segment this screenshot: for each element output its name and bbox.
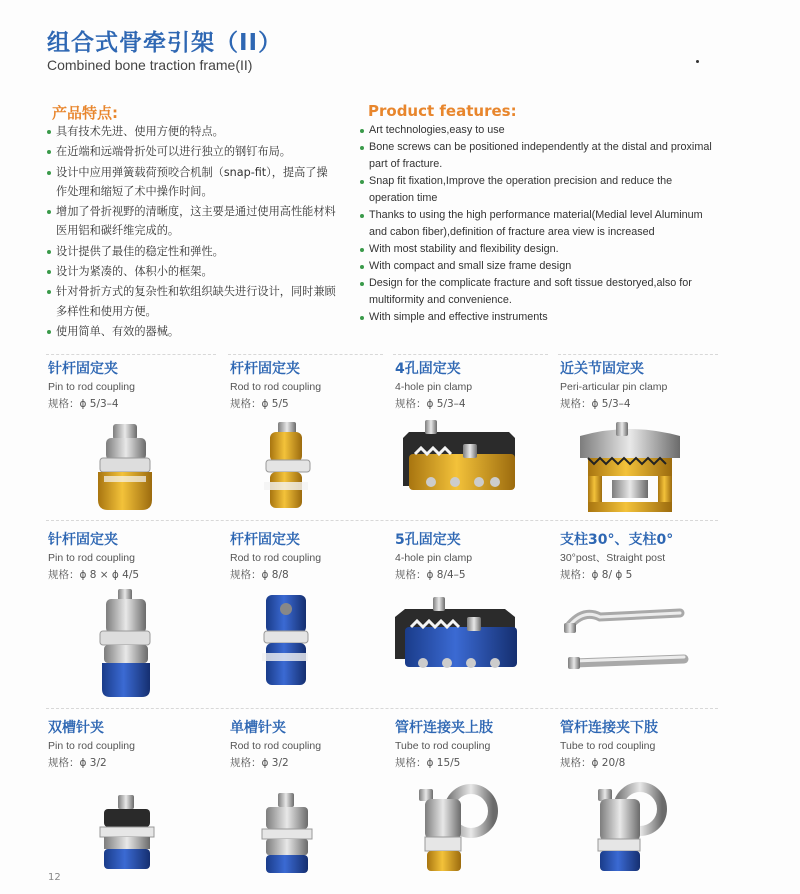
product-card	[560, 360, 720, 535]
product-card	[560, 719, 720, 894]
blue-coupling-image	[48, 587, 208, 705]
single-groove-clamp-image	[230, 775, 390, 893]
feature-cn-item: 设计提供了最佳的稳定性和弹性。	[46, 242, 336, 261]
feature-cn-item: 针对骨折方式的复杂性和软组织缺失进行设计，同时兼顾多样性和使用方便。	[46, 282, 336, 321]
product-spec: 规格：ϕ 3/2	[48, 757, 107, 769]
product-name-en: 30°post、Straight post	[560, 552, 666, 564]
product-name-cn: 双槽针夹	[48, 720, 104, 736]
product-name-cn: 4孔固定夹	[395, 361, 461, 377]
feature-cn-item: 设计为紧凑的、体积小的框架。	[46, 262, 336, 281]
product-card	[560, 531, 720, 706]
feature-en-item: With most stability and flexibility design.	[359, 241, 714, 258]
features-cn-list	[46, 122, 336, 342]
product-name-en: Pin to rod coupling	[48, 381, 135, 393]
product-card	[230, 531, 390, 706]
feature-en-item: Art technologies,easy to use	[359, 122, 714, 139]
feature-en-item: Bone screws can be positioned independently at the distal and proximal part of fracture.	[359, 139, 714, 173]
page-number: 12	[48, 872, 61, 883]
product-card	[395, 719, 555, 894]
product-card	[230, 360, 390, 535]
gold-pin-clamp-image	[395, 416, 555, 534]
product-card	[230, 719, 390, 894]
product-spec: 规格：ϕ 15/5	[395, 757, 461, 769]
separator	[558, 354, 718, 355]
product-name-en: Rod to rod coupling	[230, 381, 322, 393]
feature-en-item: With simple and effective instruments	[359, 309, 714, 326]
product-spec: 规格：ϕ 8/4–5	[395, 569, 466, 581]
product-card	[395, 531, 555, 706]
product-name-en: Pin to rod coupling	[48, 552, 135, 564]
product-name-cn: 单槽针夹	[230, 720, 286, 736]
separator	[228, 354, 383, 355]
product-card	[395, 360, 555, 535]
blue-pin-clamp-image	[395, 587, 555, 705]
product-name-en: 4-hole pin clamp	[395, 381, 473, 393]
feature-en-item: Thanks to using the high performance material(Medial level Aluminum and cabon fiber),definition of fracture area view is increased	[359, 207, 714, 241]
product-name-cn: 5孔固定夹	[395, 532, 461, 548]
upper-limb-tube-clamp-image	[395, 775, 555, 893]
page-title-en: Combined bone traction frame(II)	[47, 57, 253, 73]
product-spec: 规格：ϕ 3/2	[230, 757, 289, 769]
page-title-cn: 组合式骨牵引架（II）	[47, 30, 283, 56]
gold-rod-coupling-image	[230, 416, 390, 534]
product-name-cn: 近关节固定夹	[560, 361, 644, 377]
product-name-cn: 杆杆固定夹	[230, 532, 300, 548]
feature-en-item: Design for the complicate fracture and soft tissue destoryed,also for multiformity and convenience.	[359, 275, 714, 309]
support-posts-image	[560, 587, 720, 705]
product-card	[48, 719, 208, 894]
product-name-en: Rod to rod coupling	[230, 552, 322, 564]
feature-cn-item: 设计中应用弹簧载荷预咬合机制（snap-fit），提高了操作处理和缩短了术中操作时间。	[46, 163, 336, 202]
features-en-list	[359, 122, 714, 326]
product-name-en: 4-hole pin clamp	[395, 552, 473, 564]
product-spec: 规格：ϕ 5/3–4	[48, 398, 119, 410]
feature-cn-item: 使用简单、有效的器械。	[46, 322, 336, 341]
product-spec: 规格：ϕ 8/ ϕ 5	[560, 569, 633, 581]
product-card	[48, 360, 208, 535]
print-speck	[696, 60, 699, 63]
product-spec: 规格：ϕ 5/3–4	[560, 398, 631, 410]
gold-coupling-image	[48, 416, 208, 534]
lower-limb-tube-clamp-image	[560, 775, 720, 893]
feature-en-item: Snap fit fixation,Improve the operation precision and reduce the operation time	[359, 173, 714, 207]
double-groove-clamp-image	[48, 775, 208, 893]
separator	[393, 354, 548, 355]
feature-en-item: With compact and small size frame design	[359, 258, 714, 275]
product-name-en: Peri-articular pin clamp	[560, 381, 668, 393]
product-name-en: Tube to rod coupling	[395, 740, 491, 752]
product-name-cn: 杆杆固定夹	[230, 361, 300, 377]
separator	[46, 708, 718, 709]
product-name-en: Tube to rod coupling	[560, 740, 656, 752]
product-name-cn: 管杆连接夹下肢	[560, 720, 658, 736]
features-cn-heading: 产品特点:	[52, 104, 118, 122]
product-spec: 规格：ϕ 20/8	[560, 757, 626, 769]
product-name-cn: 管杆连接夹上肢	[395, 720, 493, 736]
product-name-en: Pin to rod coupling	[48, 740, 135, 752]
product-name-cn: 针杆固定夹	[48, 532, 118, 548]
separator	[46, 354, 216, 355]
product-card	[48, 531, 208, 706]
features-en-heading: Product features:	[368, 102, 517, 120]
product-spec: 规格：ϕ 8 × ϕ 4/5	[48, 569, 140, 581]
product-name-cn: 支柱30°、支柱0°	[560, 532, 674, 548]
product-name-cn: 针杆固定夹	[48, 361, 118, 377]
product-spec: 规格：ϕ 8/8	[230, 569, 289, 581]
product-spec: 规格：ϕ 5/3–4	[395, 398, 466, 410]
blue-rod-coupling-image	[230, 587, 390, 705]
product-spec: 规格：ϕ 5/5	[230, 398, 289, 410]
peri-articular-clamp-image	[560, 416, 720, 534]
feature-cn-item: 在近端和远端骨折处可以进行独立的钢钉布局。	[46, 142, 336, 161]
feature-cn-item: 具有技术先进、使用方便的特点。	[46, 122, 336, 141]
product-name-en: Rod to rod coupling	[230, 740, 322, 752]
feature-cn-item: 增加了骨折视野的清晰度，这主要是通过使用高性能材料医用铝和碳纤维完成的。	[46, 202, 336, 241]
